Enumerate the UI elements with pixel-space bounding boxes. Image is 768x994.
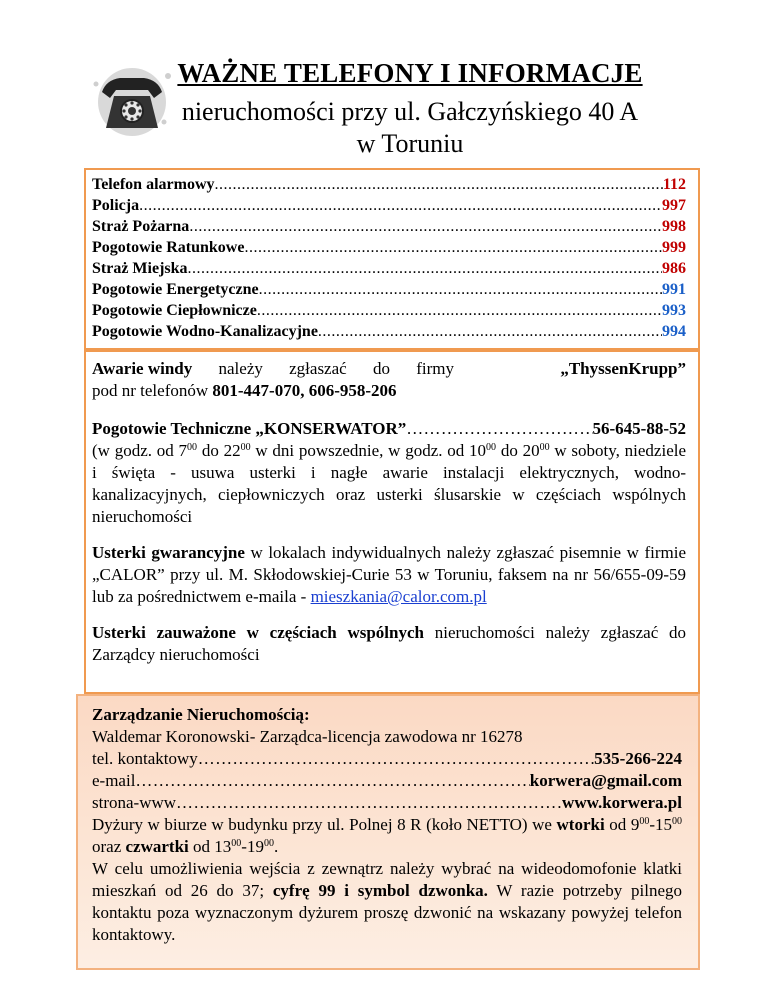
phone-line	[92, 748, 682, 770]
email-line	[92, 770, 682, 792]
faults-info-box	[84, 350, 700, 694]
emergency-number: 991	[662, 281, 686, 298]
technical-phone: 56-645-88-52	[592, 419, 686, 438]
emergency-label: Pogotowie Ratunkowe	[92, 239, 245, 256]
emergency-number: 993	[662, 302, 686, 319]
entry-paragraph	[92, 858, 682, 946]
emergency-row	[92, 216, 686, 237]
emergency-label: Pogotowie Wodno-Kanalizacyjne	[92, 323, 318, 340]
superscript: 00	[486, 442, 497, 453]
emergency-row	[92, 279, 686, 300]
manager-line: Waldemar Koronowski- Zarządca-licencja zawodowa nr 16278	[92, 727, 523, 746]
contact-phone: 535-266-224	[594, 749, 682, 768]
superscript: 00	[263, 838, 274, 849]
emergency-label: Policja	[92, 197, 140, 214]
technical-text: (w godz. od 7	[92, 441, 188, 460]
superscript: 00	[240, 442, 251, 453]
duty-day: wtorki	[556, 815, 605, 834]
entry-text: W razie potrzeby pilnego kontaktu poza wyznaczonym dyżurem proszę dzwonić na wskazany powyżej telefon kontaktowy.	[92, 881, 682, 944]
emergency-numbers-box	[84, 168, 700, 350]
common-areas-text: nieruchomości należy zgłaszać do Zarządcy nieruchomości	[92, 623, 686, 664]
duty-text: .	[273, 837, 279, 856]
page-title: WAŻNE TELEFONY I INFORMACJE	[177, 58, 643, 88]
duty-hours-paragraph	[92, 814, 682, 858]
elevator-phones-label: pod nr telefonów	[92, 381, 213, 400]
duty-text: -19	[241, 837, 264, 856]
elevator-paragraph	[92, 358, 686, 402]
elevator-phones: 801-447-070, 606-958-206	[212, 381, 397, 400]
common-areas-label: Usterki zauważone w częściach wspólnych	[92, 623, 424, 642]
entry-text: W celu umożliwienia wejścia z zewnątrz należy wybrać na wideodomofonie klatki mieszkań od 26 do 37;	[92, 859, 682, 900]
superscript: 00	[672, 816, 682, 827]
elevator-label: Awarie windy	[92, 359, 193, 378]
management-heading: Zarządzanie Nieruchomością:	[92, 705, 310, 724]
technical-paragraph	[92, 418, 686, 528]
technical-label: Pogotowie Techniczne „KONSERWATOR”	[92, 419, 407, 438]
www-label: strona-www	[92, 793, 177, 812]
superscript: 00	[187, 442, 198, 453]
emergency-label: Straż Miejska	[92, 260, 188, 277]
emergency-number: 998	[662, 218, 686, 235]
warranty-email-link[interactable]: mieszkania@calor.com.pl	[310, 587, 487, 606]
emergency-label: Pogotowie Energetyczne	[92, 281, 259, 298]
emergency-number: 986	[662, 260, 686, 277]
contact-email[interactable]: korwera@gmail.com	[529, 771, 682, 790]
technical-text: w dni powszednie, w godz. od 10	[250, 441, 487, 460]
entry-bold: cyfrę 99 i symbol dzwonka.	[272, 881, 488, 900]
emergency-row	[92, 258, 686, 279]
technical-text: w soboty, niedziele i święta - usuwa usterki i nagłe awarie instalacji elektrycznych, wodno-kanalizacyjnych, ciepłowniczych oraz usterki ślusarskie w częściach wspólnych nieruchomości	[92, 441, 687, 526]
technical-text: do 22	[197, 441, 241, 460]
contact-website[interactable]: www.korwera.pl	[562, 793, 682, 812]
duty-text: od 9	[604, 815, 640, 834]
duty-text: od 13	[188, 837, 232, 856]
duty-text: Dyżury w biurze w budynku przy ul. Polnej 8 R (koło NETTO) we	[92, 815, 557, 834]
duty-text: oraz	[92, 837, 126, 856]
emergency-label: Straż Pożarna	[92, 218, 190, 235]
emergency-number: 112	[662, 176, 686, 193]
duty-text: -15	[649, 815, 672, 834]
emergency-row	[92, 195, 686, 216]
page-subtitle-city: w Toruniu	[356, 129, 464, 158]
emergency-number: 999	[662, 239, 686, 256]
common-areas-paragraph	[92, 622, 686, 666]
phone-label: tel. kontaktowy	[92, 749, 198, 768]
emergency-number: 997	[662, 197, 686, 214]
emergency-label: Pogotowie Ciepłownicze	[92, 302, 257, 319]
technical-text: do 20	[496, 441, 540, 460]
superscript: 00	[539, 442, 550, 453]
emergency-row	[92, 174, 686, 195]
emergency-row	[92, 300, 686, 321]
email-label: e-mail	[92, 771, 136, 790]
page-subtitle: nieruchomości przy ul. Gałczyńskiego 40 A	[181, 97, 639, 126]
emergency-row	[92, 237, 686, 258]
superscript: 00	[639, 816, 650, 827]
warranty-paragraph	[92, 542, 686, 608]
management-box	[76, 694, 700, 970]
warranty-label: Usterki gwarancyjne	[92, 543, 245, 562]
duty-day: czwartki	[125, 837, 189, 856]
emergency-number: 994	[662, 323, 686, 340]
warranty-text: w lokalach indywidualnych należy zgłaszać pisemnie w firmie „CALOR” przy ul. M. Skłodowskiej-Curie 53 w Toruniu, faksem na nr 56/655-09-59 lub za pośrednictwem e-maila -	[92, 543, 686, 606]
elevator-company: „ThyssenKrupp”	[560, 359, 686, 378]
emergency-row	[92, 321, 686, 342]
www-line	[92, 792, 682, 814]
elevator-text: należy zgłaszać do firmy	[192, 359, 454, 378]
superscript: 00	[231, 838, 242, 849]
emergency-label: Telefon alarmowy	[92, 176, 215, 193]
